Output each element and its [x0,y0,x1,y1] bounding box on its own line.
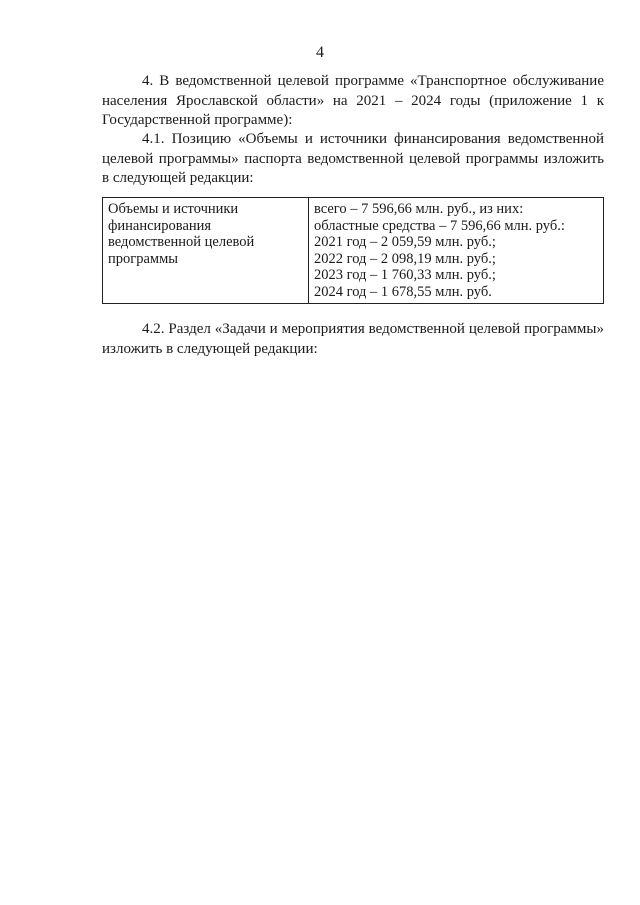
value-line-total: всего – 7 596,66 млн. руб., из них: [314,201,524,217]
page-number: 4 [316,44,324,61]
value-line-2023: 2023 год – 1 760,33 млн. руб.; [314,267,496,283]
value-line-regional: областные средства – 7 596,66 млн. руб.: [314,217,565,234]
value-line-2021: 2021 год – 2 059,59 млн. руб.; [314,234,496,250]
label-line: программы [108,250,178,267]
financing-table [102,197,604,304]
paragraph-text: 4.2. Раздел «Задачи и мероприятия ведомственной целевой программы» изложить в следующей редакции: [102,321,604,357]
value-line-2022: 2022 год – 2 098,19 млн. руб.; [314,250,496,267]
label-line: ведомственной целевой [108,234,255,250]
table-value-cell [309,198,604,304]
table-label-cell [103,198,309,304]
paragraph-text: 4. В ведомственной целевой программе «Транспортное обслуживание населения Ярославской области» на 2021 – 2024 годы (приложение 1 к Государственной программе): [102,73,604,128]
label-line: Объемы и источники [108,201,239,217]
label-line: финансирования [108,217,212,234]
paragraph-item-4-2 [102,320,604,359]
paragraph-item-4-1 [102,130,604,189]
paragraph-text: 4.1. Позицию «Объемы и источники финансирования ведомственной целевой программы» паспорта ведомственной целевой программы изложить в следующей редакции: [102,131,604,186]
value-line-2024: 2024 год – 1 678,55 млн. руб. [314,283,492,300]
table-row [103,198,604,304]
paragraph-item-4 [102,72,604,131]
